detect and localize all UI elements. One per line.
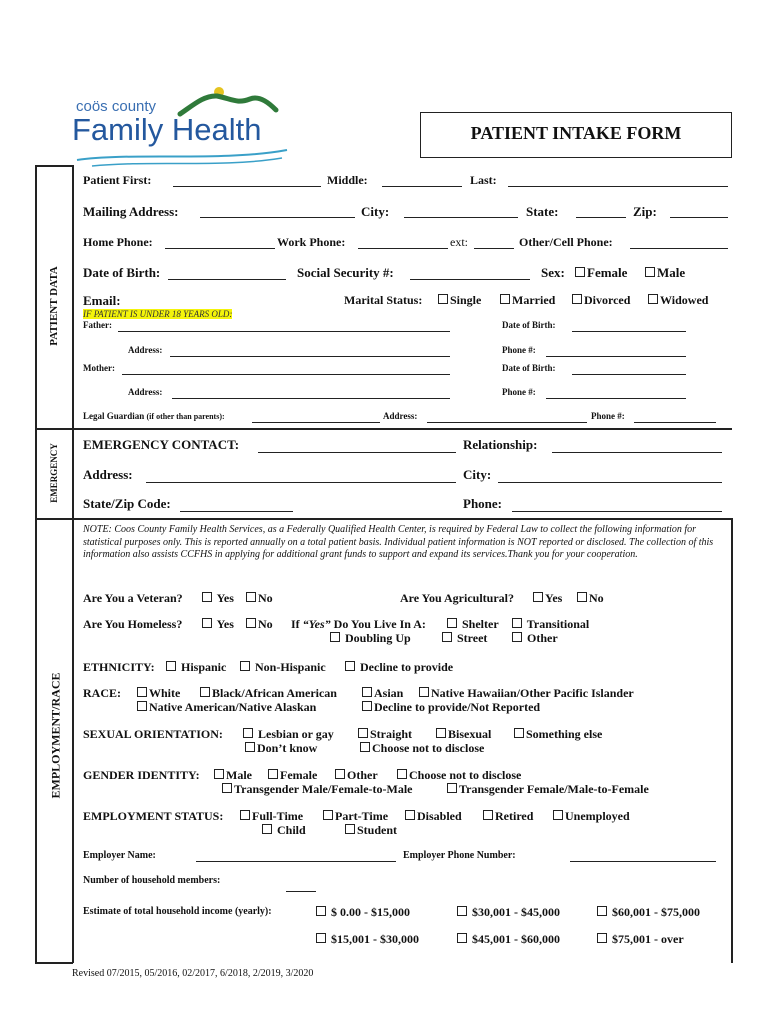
checkbox-icon bbox=[360, 742, 370, 752]
agricultural-no-option[interactable]: No bbox=[577, 591, 604, 606]
retired-option[interactable]: Retired bbox=[483, 809, 533, 824]
mailing-address-label: Mailing Address: bbox=[83, 204, 179, 219]
frame-inner-left-2 bbox=[72, 518, 74, 963]
dob-input[interactable] bbox=[168, 279, 286, 280]
dob-label: Date of Birth: bbox=[83, 265, 161, 280]
checkbox-icon bbox=[553, 810, 563, 820]
hispanic-option[interactable]: Hispanic bbox=[166, 660, 226, 675]
live-in-label: If “Yes” Do You Live In A: bbox=[291, 617, 426, 631]
homeless-no-option[interactable]: No bbox=[246, 617, 273, 632]
divider-emergency bbox=[35, 428, 73, 430]
straight-option[interactable]: Straight bbox=[358, 727, 412, 742]
checkbox-icon bbox=[457, 933, 467, 943]
father-input[interactable] bbox=[118, 331, 450, 332]
work-phone-input[interactable] bbox=[358, 248, 448, 249]
guardian-phone-label: Phone #: bbox=[591, 411, 625, 421]
patient-first-input[interactable] bbox=[173, 186, 321, 187]
checkbox-icon bbox=[358, 728, 368, 738]
checkbox-icon bbox=[362, 687, 372, 697]
gender-male-option[interactable]: Male bbox=[214, 768, 252, 783]
checkbox-icon bbox=[202, 592, 212, 602]
checkbox-icon bbox=[419, 687, 429, 697]
checkbox-icon bbox=[438, 294, 448, 304]
zip-input[interactable] bbox=[670, 217, 728, 218]
gender-other-option[interactable]: Other bbox=[335, 768, 378, 783]
checkbox-icon bbox=[447, 618, 457, 628]
state-input[interactable] bbox=[576, 217, 626, 218]
checkbox-icon bbox=[345, 661, 355, 671]
race-asian-option[interactable]: Asian bbox=[362, 686, 403, 701]
agricultural-label: Are You Agricultural? bbox=[400, 591, 514, 605]
checkbox-icon bbox=[240, 810, 250, 820]
checkbox-icon bbox=[577, 592, 587, 602]
bisexual-option[interactable]: Bisexual bbox=[436, 727, 491, 742]
frame-left-2 bbox=[35, 518, 37, 963]
checkbox-icon bbox=[137, 687, 147, 697]
race-white-option[interactable]: White bbox=[137, 686, 180, 701]
checkbox-icon bbox=[447, 783, 457, 793]
emergency-city-label: City: bbox=[463, 467, 492, 482]
other-phone-label: Other/Cell Phone: bbox=[519, 235, 613, 249]
work-phone-label: Work Phone: bbox=[277, 235, 346, 249]
relationship-label: Relationship: bbox=[463, 437, 538, 452]
checkbox-icon bbox=[246, 592, 256, 602]
income-75001-over-option[interactable]: $75,001 - over bbox=[597, 932, 684, 947]
checkbox-icon bbox=[345, 824, 355, 834]
patient-middle-input[interactable] bbox=[382, 186, 462, 187]
gender-female-option[interactable]: Female bbox=[268, 768, 317, 783]
mother-address-input[interactable] bbox=[172, 398, 450, 399]
race-hawaiian-option[interactable]: Native Hawaiian/Other Pacific Islander bbox=[419, 686, 634, 701]
ext-label: ext: bbox=[450, 235, 468, 249]
unemployed-option[interactable]: Unemployed bbox=[553, 809, 630, 824]
emergency-phone-label: Phone: bbox=[463, 496, 502, 511]
employer-name-input[interactable] bbox=[196, 861, 396, 862]
checkbox-icon bbox=[240, 661, 250, 671]
father-dob-input[interactable] bbox=[572, 331, 686, 332]
home-phone-label: Home Phone: bbox=[83, 235, 153, 249]
homeless-yes-option[interactable]: Yes bbox=[202, 617, 234, 632]
frame-left bbox=[35, 165, 37, 519]
divider-emergency-right bbox=[72, 428, 732, 430]
race-decline-option[interactable]: Decline to provide/Not Reported bbox=[362, 700, 540, 715]
patient-first-label: Patient First: bbox=[83, 173, 152, 187]
agricultural-yes-option[interactable]: Yes bbox=[533, 591, 562, 606]
frame-inner-left bbox=[72, 165, 74, 519]
household-members-input[interactable] bbox=[286, 891, 316, 892]
checkbox-icon bbox=[514, 728, 524, 738]
income-60001-75000-option[interactable]: $60,001 - $75,000 bbox=[597, 905, 700, 920]
household-income-label: Estimate of total household income (yearly): bbox=[83, 906, 272, 917]
dont-know-option[interactable]: Don’t know bbox=[245, 741, 317, 756]
checkbox-icon bbox=[648, 294, 658, 304]
checkbox-icon bbox=[362, 701, 372, 711]
divider-employment bbox=[35, 518, 732, 520]
section-label-employment: EMPLOYMENT/RACE bbox=[48, 672, 63, 799]
checkbox-icon bbox=[483, 810, 493, 820]
logo-text-small: coös county bbox=[76, 98, 157, 115]
student-option[interactable]: Student bbox=[345, 823, 397, 838]
mother-address-label: Address: bbox=[128, 387, 163, 397]
homeless-label: Are You Homeless? bbox=[83, 617, 183, 631]
emergency-phone-input[interactable] bbox=[512, 511, 722, 512]
frame-top bbox=[35, 165, 73, 167]
checkbox-icon bbox=[330, 632, 340, 642]
guardian-label: Legal Guardian (if other than parents): bbox=[83, 411, 225, 421]
father-address-label: Address: bbox=[128, 345, 163, 355]
race-label: RACE: bbox=[83, 686, 121, 700]
full-time-option[interactable]: Full-Time bbox=[240, 809, 303, 824]
disabled-option[interactable]: Disabled bbox=[405, 809, 462, 824]
shelter-option[interactable]: Shelter bbox=[447, 617, 499, 632]
patient-last-input[interactable] bbox=[508, 186, 728, 187]
relationship-input[interactable] bbox=[552, 452, 722, 453]
mother-phone-label: Phone #: bbox=[502, 387, 536, 397]
mother-dob-label: Date of Birth: bbox=[502, 363, 556, 373]
race-black-option[interactable]: Black/African American bbox=[200, 686, 337, 701]
logo bbox=[72, 82, 302, 172]
state-label: State: bbox=[526, 204, 559, 219]
guardian-phone-input[interactable] bbox=[634, 422, 716, 423]
trans-ftm-option[interactable]: Transgender Female/Male-to-Female bbox=[447, 782, 649, 797]
gender-identity-label: GENDER IDENTITY: bbox=[83, 768, 200, 782]
checkbox-icon bbox=[442, 632, 452, 642]
veteran-label: Are You a Veteran? bbox=[83, 591, 183, 605]
employer-name-label: Employer Name: bbox=[83, 850, 156, 861]
checkbox-icon bbox=[243, 728, 253, 738]
lesbian-gay-option[interactable]: Lesbian or gay bbox=[243, 727, 334, 742]
checkbox-icon bbox=[512, 632, 522, 642]
marital-married-option[interactable]: Married bbox=[500, 293, 555, 308]
something-else-option[interactable]: Something else bbox=[514, 727, 602, 742]
employment-status-label: EMPLOYMENT STATUS: bbox=[83, 809, 224, 823]
checkbox-icon bbox=[500, 294, 510, 304]
checkbox-icon bbox=[335, 769, 345, 779]
other-living-option[interactable]: Other bbox=[512, 631, 558, 646]
part-time-option[interactable]: Part-Time bbox=[323, 809, 388, 824]
checkbox-icon bbox=[166, 661, 176, 671]
marital-single-option[interactable]: Single bbox=[438, 293, 481, 308]
father-dob-label: Date of Birth: bbox=[502, 320, 556, 330]
emergency-contact-label: EMERGENCY CONTACT: bbox=[83, 437, 240, 452]
mother-label: Mother: bbox=[83, 363, 115, 373]
email-label: Email: bbox=[83, 293, 121, 308]
emergency-city-input[interactable] bbox=[498, 482, 722, 483]
city-input[interactable] bbox=[404, 217, 518, 218]
doubling-up-option[interactable]: Doubling Up bbox=[330, 631, 411, 646]
frame-bottom bbox=[35, 962, 73, 964]
under-18-note: IF PATIENT IS UNDER 18 YEARS OLD: bbox=[83, 309, 233, 319]
income-45001-60000-option[interactable]: $45,001 - $60,000 bbox=[457, 932, 560, 947]
checkbox-icon bbox=[214, 769, 224, 779]
patient-middle-label: Middle: bbox=[327, 173, 368, 187]
other-phone-input[interactable] bbox=[630, 248, 728, 249]
sex-label: Sex: bbox=[541, 265, 565, 280]
father-label: Father: bbox=[83, 320, 112, 330]
checkbox-icon bbox=[246, 618, 256, 628]
checkbox-icon bbox=[137, 701, 147, 711]
checkbox-icon bbox=[323, 810, 333, 820]
checkbox-icon bbox=[575, 267, 585, 277]
sex-female-option[interactable]: Female bbox=[575, 265, 627, 281]
zip-label: Zip: bbox=[633, 204, 657, 219]
orientation-choose-not-option[interactable]: Choose not to disclose bbox=[360, 741, 484, 756]
patient-last-label: Last: bbox=[470, 173, 497, 187]
home-phone-input[interactable] bbox=[165, 248, 275, 249]
checkbox-icon bbox=[645, 267, 655, 277]
form-title-box bbox=[420, 112, 732, 158]
income-30001-45000-option[interactable]: $30,001 - $45,000 bbox=[457, 905, 560, 920]
checkbox-icon bbox=[200, 687, 210, 697]
race-native-american-option[interactable]: Native American/Native Alaskan bbox=[137, 700, 316, 715]
guardian-address-input[interactable] bbox=[427, 422, 587, 423]
father-phone-label: Phone #: bbox=[502, 345, 536, 355]
ext-input[interactable] bbox=[474, 248, 514, 249]
employer-phone-label: Employer Phone Number: bbox=[403, 850, 516, 861]
mother-input[interactable] bbox=[122, 374, 450, 375]
guardian-input[interactable] bbox=[252, 422, 380, 423]
checkbox-icon bbox=[316, 933, 326, 943]
checkbox-icon bbox=[268, 769, 278, 779]
emergency-contact-input[interactable] bbox=[258, 452, 456, 453]
emergency-state-zip-label: State/Zip Code: bbox=[83, 496, 171, 511]
city-label: City: bbox=[361, 204, 390, 219]
ssn-label: Social Security #: bbox=[297, 265, 394, 280]
ethnicity-label: ETHNICITY: bbox=[83, 660, 155, 674]
mailing-address-input[interactable] bbox=[200, 217, 355, 218]
checkbox-icon bbox=[405, 810, 415, 820]
checkbox-icon bbox=[457, 906, 467, 916]
checkbox-icon bbox=[512, 618, 522, 628]
checkbox-icon bbox=[397, 769, 407, 779]
frame-right bbox=[731, 518, 733, 963]
employer-phone-input[interactable] bbox=[570, 861, 716, 862]
sex-male-option[interactable]: Male bbox=[645, 265, 685, 281]
trans-mtf-option[interactable]: Transgender Male/Female-to-Male bbox=[222, 782, 413, 797]
fqhc-note: NOTE: Coos County Family Health Services, as a Federally Qualified Health Center, is required by Federal Law to collect the following information for statistical purposes only. This is reported annually on a total patient basis. Individual patient information is NOT reported or disclosed. The collection of this information also assists CCFHS in applying for additional grant funds to support and expand its services.Thank you for your cooperation. bbox=[83, 524, 714, 560]
ssn-input[interactable] bbox=[410, 279, 530, 280]
section-label-emergency: EMERGENCY bbox=[49, 443, 59, 503]
father-phone-input[interactable] bbox=[546, 356, 686, 357]
emergency-address-input[interactable] bbox=[146, 482, 456, 483]
ethnicity-decline-option[interactable]: Decline to provide bbox=[345, 660, 453, 675]
street-option[interactable]: Street bbox=[442, 631, 487, 646]
checkbox-icon bbox=[222, 783, 232, 793]
marital-divorced-option[interactable]: Divorced bbox=[572, 293, 630, 308]
income-15001-30000-option[interactable]: $15,001 - $30,000 bbox=[316, 932, 419, 947]
guardian-address-label: Address: bbox=[383, 411, 418, 421]
checkbox-icon bbox=[262, 824, 272, 834]
checkbox-icon bbox=[202, 618, 212, 628]
section-label-patient-data: PATIENT DATA bbox=[48, 266, 60, 346]
gender-choose-not-option[interactable]: Choose not to disclose bbox=[397, 768, 521, 783]
transitional-option[interactable]: Transitional bbox=[512, 617, 589, 632]
checkbox-icon bbox=[572, 294, 582, 304]
veteran-no-option[interactable]: No bbox=[246, 591, 273, 606]
emergency-state-zip-input[interactable] bbox=[180, 511, 293, 512]
mother-dob-input[interactable] bbox=[572, 374, 686, 375]
father-address-input[interactable] bbox=[170, 356, 450, 357]
checkbox-icon bbox=[597, 933, 607, 943]
veteran-yes-option[interactable]: Yes bbox=[202, 591, 234, 606]
emergency-address-label: Address: bbox=[83, 467, 133, 482]
checkbox-icon bbox=[533, 592, 543, 602]
revision-footer: Revised 07/2015, 05/2016, 02/2017, 6/2018, 2/2019, 3/2020 bbox=[72, 968, 314, 979]
mother-phone-input[interactable] bbox=[546, 398, 686, 399]
child-option[interactable]: Child bbox=[262, 823, 306, 838]
marital-widowed-option[interactable]: Widowed bbox=[648, 293, 708, 308]
income-0-15000-option[interactable]: $ 0.00 - $15,000 bbox=[316, 905, 410, 920]
sexual-orientation-label: SEXUAL ORIENTATION: bbox=[83, 727, 223, 741]
form-title: PATIENT INTAKE FORM bbox=[470, 123, 682, 143]
marital-label: Marital Status: bbox=[344, 293, 423, 307]
non-hispanic-option[interactable]: Non-Hispanic bbox=[240, 660, 326, 675]
household-members-label: Number of household members: bbox=[83, 875, 221, 886]
checkbox-icon bbox=[316, 906, 326, 916]
logo-text-large: Family Health bbox=[72, 112, 262, 147]
checkbox-icon bbox=[245, 742, 255, 752]
checkbox-icon bbox=[597, 906, 607, 916]
checkbox-icon bbox=[436, 728, 446, 738]
